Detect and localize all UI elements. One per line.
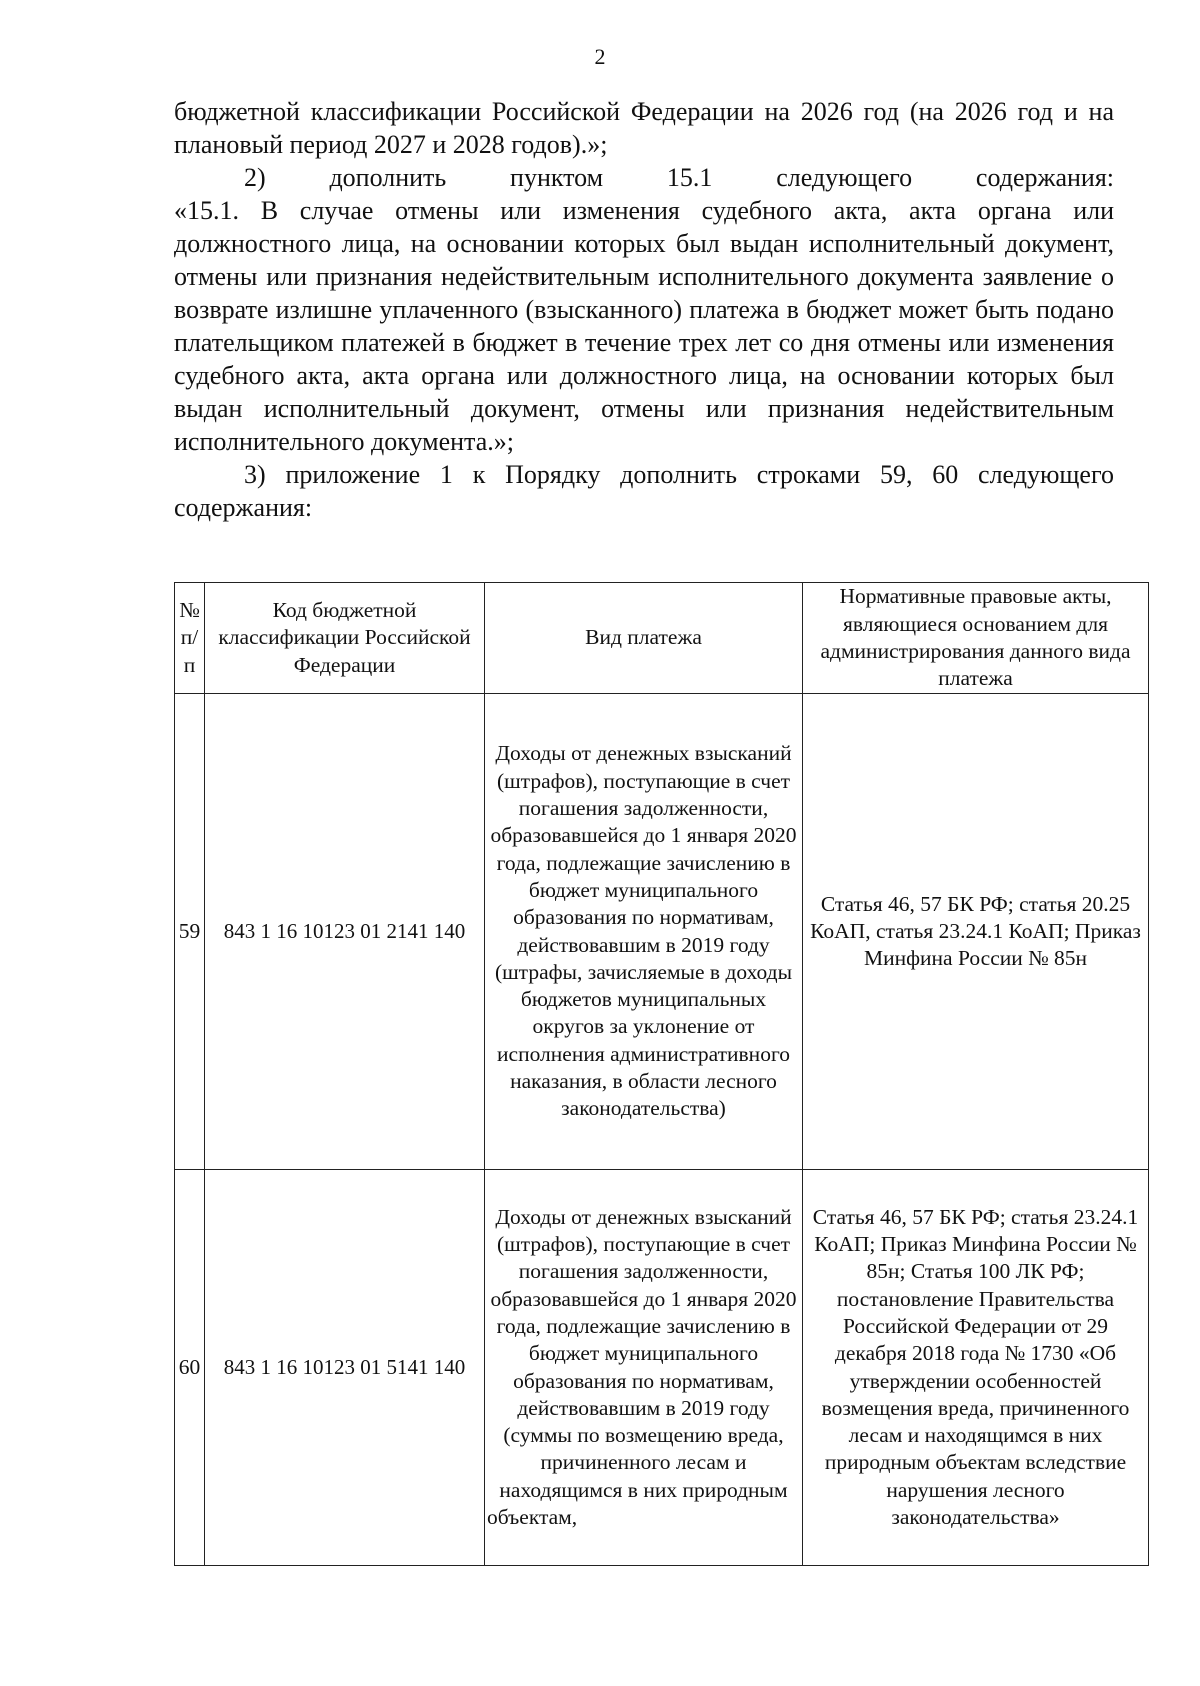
table-header-row (175, 583, 1149, 694)
header-code: Код бюджетной классификации Российской Федерации (205, 583, 485, 694)
paragraph-1: бюджетной классификации Российской Федерации на 2026 год (на 2026 год и на плановый период 2027 и 2028 годов).»; (174, 97, 1114, 159)
paragraph-2-intro: 2) дополнить пунктом 15.1 следующего содержания: (244, 163, 1114, 192)
page-number: 2 (594, 44, 606, 69)
table-row (175, 1170, 1149, 1566)
row-legal-acts: Статья 46, 57 БК РФ; статья 20.25 КоАП, статья 23.24.1 КоАП; Приказ Минфина России № 85н (803, 694, 1149, 1170)
row-payment-type: Доходы от денежных взысканий (штрафов), поступающие в счет погашения задолженности, образовавшейся до 1 января 2020 года, подлежащие зачислению в бюджет муниципального образования по нормативам, действовавшим в 2019 году (штрафы, зачисляемые в доходы бюджетов муниципальных округов за уклонение от исполнения административного наказания, в области лесного законодательства) (485, 694, 803, 1170)
paragraph-3: 3) приложение 1 к Порядку дополнить строками 59, 60 следующего содержания: (174, 460, 1114, 522)
table-row (175, 694, 1149, 1170)
row-legal-acts: Статья 46, 57 БК РФ; статья 23.24.1 КоАП; Приказ Минфина России № 85н; Статья 100 ЛК РФ; постановление Правительства Российской Федерации от 29 декабря 2018 года № 1730 «Об утверждении особенностей возмещения вреда, причиненного лесам и находящимся в них природным объектам вследствие нарушения лесного законодательства» (803, 1170, 1149, 1566)
row-code: 843 1 16 10123 01 5141 140 (205, 1170, 485, 1566)
document-body (174, 95, 1114, 524)
header-acts: Нормативные правовые акты, являющиеся основанием для администрирования данного вида платежа (803, 583, 1149, 694)
row-num: 59 (175, 694, 205, 1170)
row-payment-type: Доходы от денежных взысканий (штрафов), поступающие в счет погашения задолженности, образовавшейся до 1 января 2020 года, подлежащие зачислению в бюджет муниципального образования по нормативам, действовавшим в 2019 году (суммы по возмещению вреда, причиненного лесам и находящимся в них природным объектам, (485, 1170, 803, 1566)
header-num: № п/п (175, 583, 205, 694)
row-code: 843 1 16 10123 01 2141 140 (205, 694, 485, 1170)
paragraph-2-body: «15.1. В случае отмены или изменения судебного акта, акта органа или должностного лица, на основании которых был выдан исполнительный документ, отмены или признания недействительным исполнительного документа заявление о возврате излишне уплаченного (взысканного) платежа в бюджет может быть подано плательщиком платежей в бюджет в течение трех лет со дня отмены или изменения судебного акта, акта органа или должностного лица, на основании которых был выдан исполнительный документ, отмены или признания недействительным исполнительного документа.»; (174, 196, 1114, 456)
payments-table (174, 582, 1149, 1566)
row-num: 60 (175, 1170, 205, 1566)
header-type: Вид платежа (485, 583, 803, 694)
